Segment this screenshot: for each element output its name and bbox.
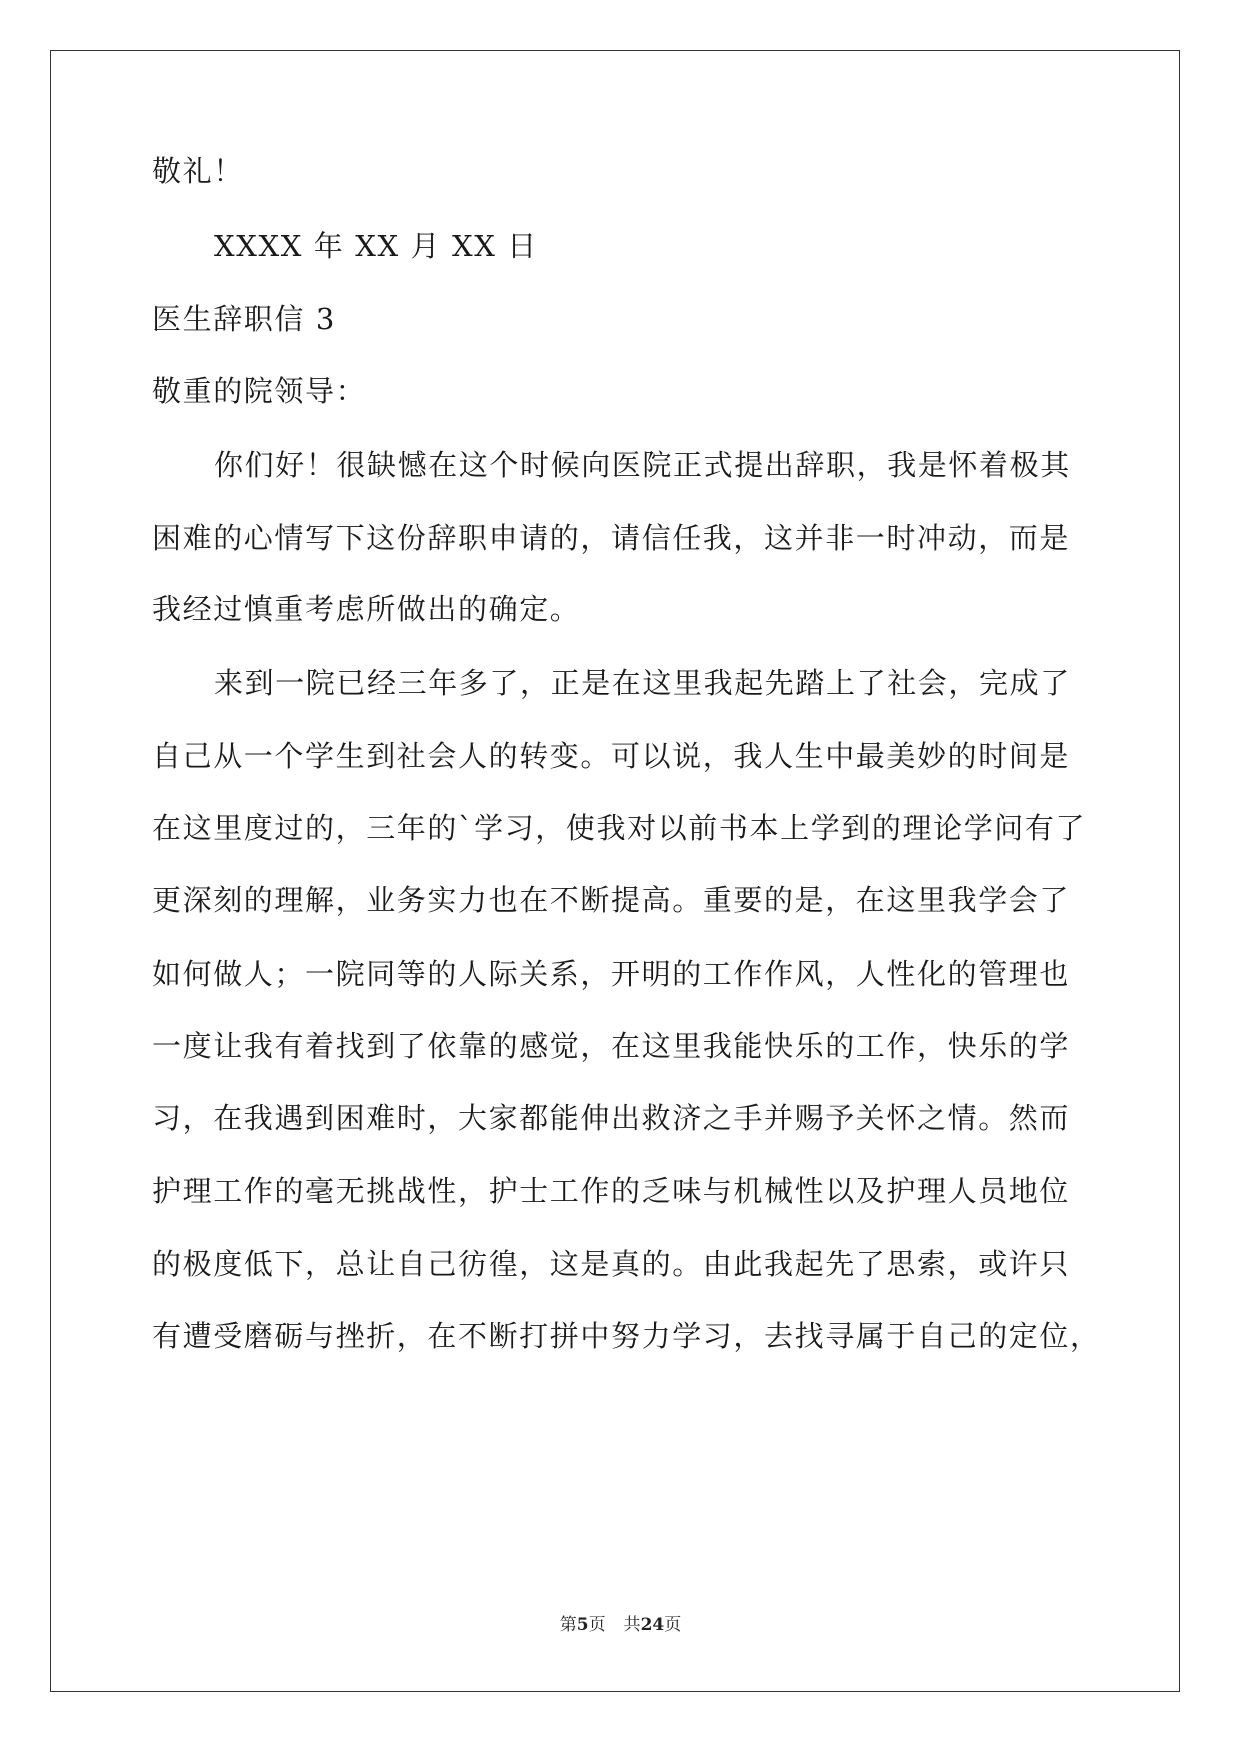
paragraph-line: 在这里度过的，三年的`学习，使我对以前书本上学到的理论学问有了 bbox=[152, 811, 1087, 845]
current-page-number: 5 bbox=[576, 1615, 589, 1635]
date-line: XXXX 年 XX 月 XX 日 bbox=[214, 229, 538, 263]
letter-title: 医生辞职信 3 bbox=[152, 302, 336, 336]
paragraph-line: 我经过慎重考虑所做出的确定。 bbox=[152, 592, 581, 626]
footer-prefix: 第 bbox=[559, 1615, 577, 1635]
paragraph-line: 更深刻的理解，业务实力也在不断提高。重要的是，在这里我学会了 bbox=[152, 883, 1071, 917]
page-border bbox=[50, 50, 1180, 1692]
greeting: 敬重的院领导： bbox=[152, 374, 367, 408]
paragraph-line: 困难的心情写下这份辞职申请的，请信任我，这并非一时冲动，而是 bbox=[152, 521, 1071, 555]
paragraph-line: 护理工作的毫无挑战性，护士工作的乏味与机械性以及护理人员地位 bbox=[152, 1174, 1071, 1208]
footer-total-prefix: 共 bbox=[623, 1615, 641, 1635]
total-page-count: 24 bbox=[640, 1615, 665, 1635]
footer-total-suffix: 页 bbox=[664, 1615, 682, 1635]
closing-salutation: 敬礼！ bbox=[152, 154, 244, 188]
paragraph-line: 来到一院已经三年多了，正是在这里我起先踏上了社会，完成了 bbox=[214, 666, 1071, 700]
paragraph-line: 自己从一个学生到社会人的转变。可以说，我人生中最美妙的时间是 bbox=[152, 739, 1071, 773]
paragraph-line: 你们好！很缺憾在这个时候向医院正式提出辞职，我是怀着极其 bbox=[214, 448, 1071, 482]
footer-page-suffix: 页 bbox=[588, 1615, 606, 1635]
paragraph-line: 有遭受磨砺与挫折，在不断打拼中努力学习，去找寻属于自己的定位， bbox=[152, 1319, 1101, 1353]
paragraph-line: 习，在我遇到困难时，大家都能伸出救济之手并赐予关怀之情。然而 bbox=[152, 1101, 1071, 1135]
paragraph-line: 的极度低下，总让自己彷徨，这是真的。由此我起先了思索，或许只 bbox=[152, 1247, 1071, 1281]
paragraph-line: 如何做人；一院同等的人际关系，开明的工作作风，人性化的管理也 bbox=[152, 957, 1071, 991]
page-footer bbox=[0, 1613, 1241, 1637]
paragraph-line: 一度让我有着找到了依靠的感觉，在这里我能快乐的工作，快乐的学 bbox=[152, 1029, 1071, 1063]
